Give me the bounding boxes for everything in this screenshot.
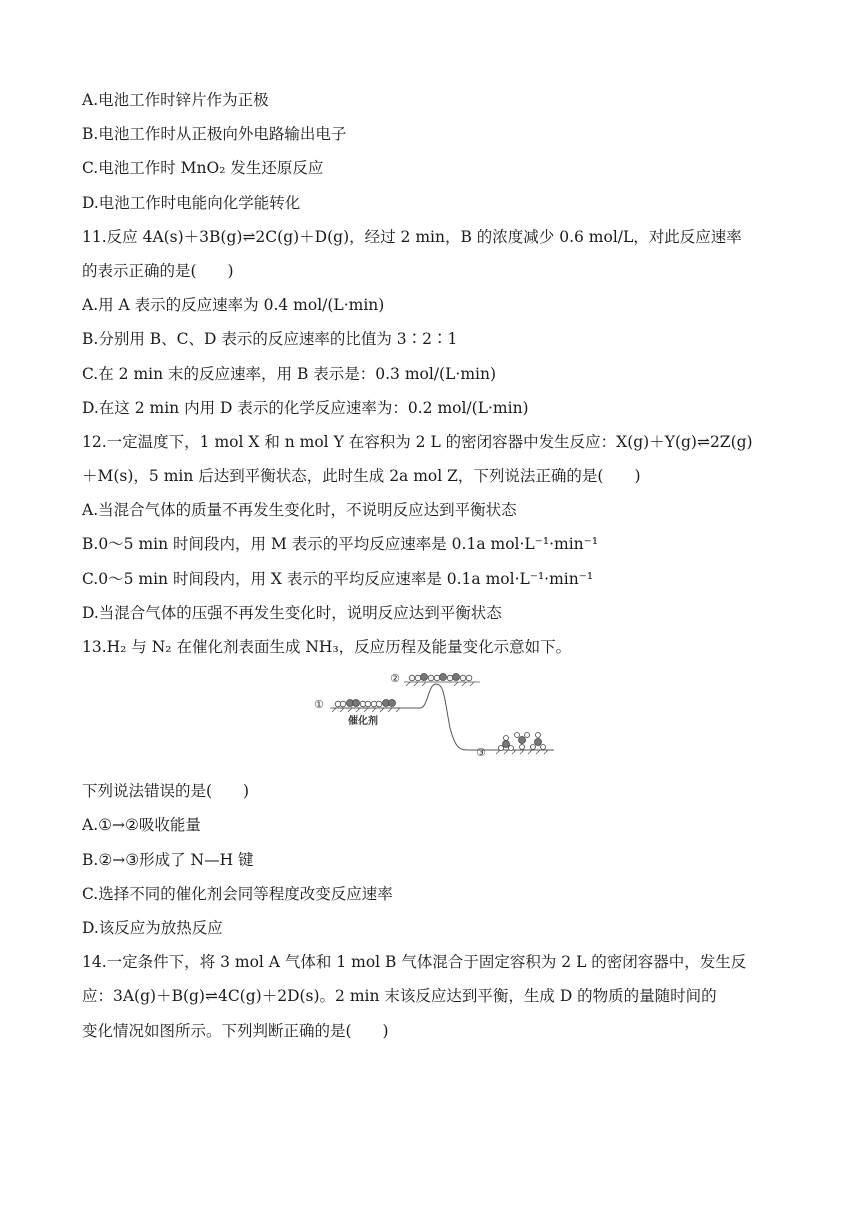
q13-option-a: A.①→②吸收能量 — [82, 816, 201, 835]
document-page — [82, 83, 782, 1048]
q10-option-a: A.电池工作时锌片作为正极 — [82, 91, 269, 109]
molecules-state-3 — [499, 733, 546, 751]
q11-option-a: A.用 A 表示的反应速率为 0.4 mol/(L·min) — [82, 296, 385, 315]
catalyst-surface-2 — [404, 682, 480, 686]
q10-options — [82, 83, 782, 220]
question-12 — [82, 425, 782, 630]
molecules-state-2 — [409, 674, 472, 681]
reaction-diagram-wrap — [82, 664, 782, 774]
q13-option-d: D.该反应为放热反应 — [82, 918, 223, 937]
q12-stem-line-2: ＋M(s)，5 min 后达到平衡状态，此时生成 2a mol Z，下列说法正确的是( ) — [82, 467, 641, 486]
q12-option-d: D.当混合气体的压强不再发生变化时，说明反应达到平衡状态 — [82, 603, 502, 622]
diagram-label-3: ③ — [476, 746, 486, 760]
q14-stem-line-3: 变化情况如图所示。下列判断正确的是( ) — [82, 1021, 389, 1040]
diagram-label-1: ① — [314, 698, 324, 712]
q13-stem: 13.H₂ 与 N₂ 在催化剂表面生成 NH₃，反应历程及能量变化示意如下。 — [82, 638, 572, 656]
q11-option-b: B.分别用 B、C、D 表示的反应速率的比值为 3∶2∶1 — [82, 330, 458, 349]
q12-stem-line-1: 12.一定温度下，1 mol X 和 n mol Y 在容积为 2 L 的密闭容器中发生反应：X(g)＋Y(g)⇌2Z(g) — [82, 432, 753, 451]
q11-stem-line-2: 的表示正确的是( ) — [82, 261, 234, 280]
q12-option-b: B.0～5 min 时间段内，用 M 表示的平均反应速率是 0.1a mol·L⁻¹·min⁻¹ — [82, 535, 599, 554]
q10-option-b: B.电池工作时从正极向外电路输出电子 — [82, 125, 347, 144]
q11-option-d: D.在这 2 min 内用 D 表示的化学反应速率为：0.2 mol/(L·min) — [82, 398, 529, 417]
question-11 — [82, 220, 782, 425]
question-14 — [82, 945, 782, 1048]
q10-option-d: D.电池工作时电能向化学能转化 — [82, 193, 301, 212]
molecules-state-1 — [335, 700, 395, 707]
q13-question: 下列说法错误的是( ) — [82, 782, 250, 801]
q13-option-c: C.选择不同的催化剂会同等程度改变反应速率 — [82, 884, 393, 903]
q12-option-a: A.当混合气体的质量不再发生变化时，不说明反应达到平衡状态 — [82, 501, 517, 520]
diagram-label-2: ② — [390, 672, 400, 686]
q11-option-c: C.在 2 min 末的反应速率，用 B 表示是：0.3 mol/(L·min) — [82, 364, 496, 383]
reaction-energy-diagram — [310, 668, 560, 768]
q10-option-c: C.电池工作时 MnO₂ 发生还原反应 — [82, 159, 324, 178]
question-13 — [82, 630, 782, 945]
q14-stem-line-2: 应：3A(g)＋B(g)⇌4C(g)＋2D(s)。2 min 末该反应达到平衡，生成 D 的物质的量随时间的 — [82, 987, 717, 1006]
q12-option-c: C.0～5 min 时间段内，用 X 表示的平均反应速率是 0.1a mol·L⁻¹·min⁻¹ — [82, 569, 594, 588]
q14-stem-line-1: 14.一定条件下，将 3 mol A 气体和 1 mol B 气体混合于固定容积为 2 L 的密闭容器中，发生反 — [82, 953, 747, 972]
q13-option-b: B.②→③形成了 N—H 键 — [82, 850, 254, 869]
diagram-catalyst-label: 催化剂 — [348, 716, 378, 728]
q11-stem-line-1: 11.反应 4A(s)＋3B(g)⇌2C(g)＋D(g)，经过 2 min，B 的浓度减少 0.6 mol/L，对此反应速率 — [82, 227, 742, 246]
catalyst-surface-1 — [330, 708, 410, 712]
catalyst-surface-3 — [494, 750, 554, 754]
